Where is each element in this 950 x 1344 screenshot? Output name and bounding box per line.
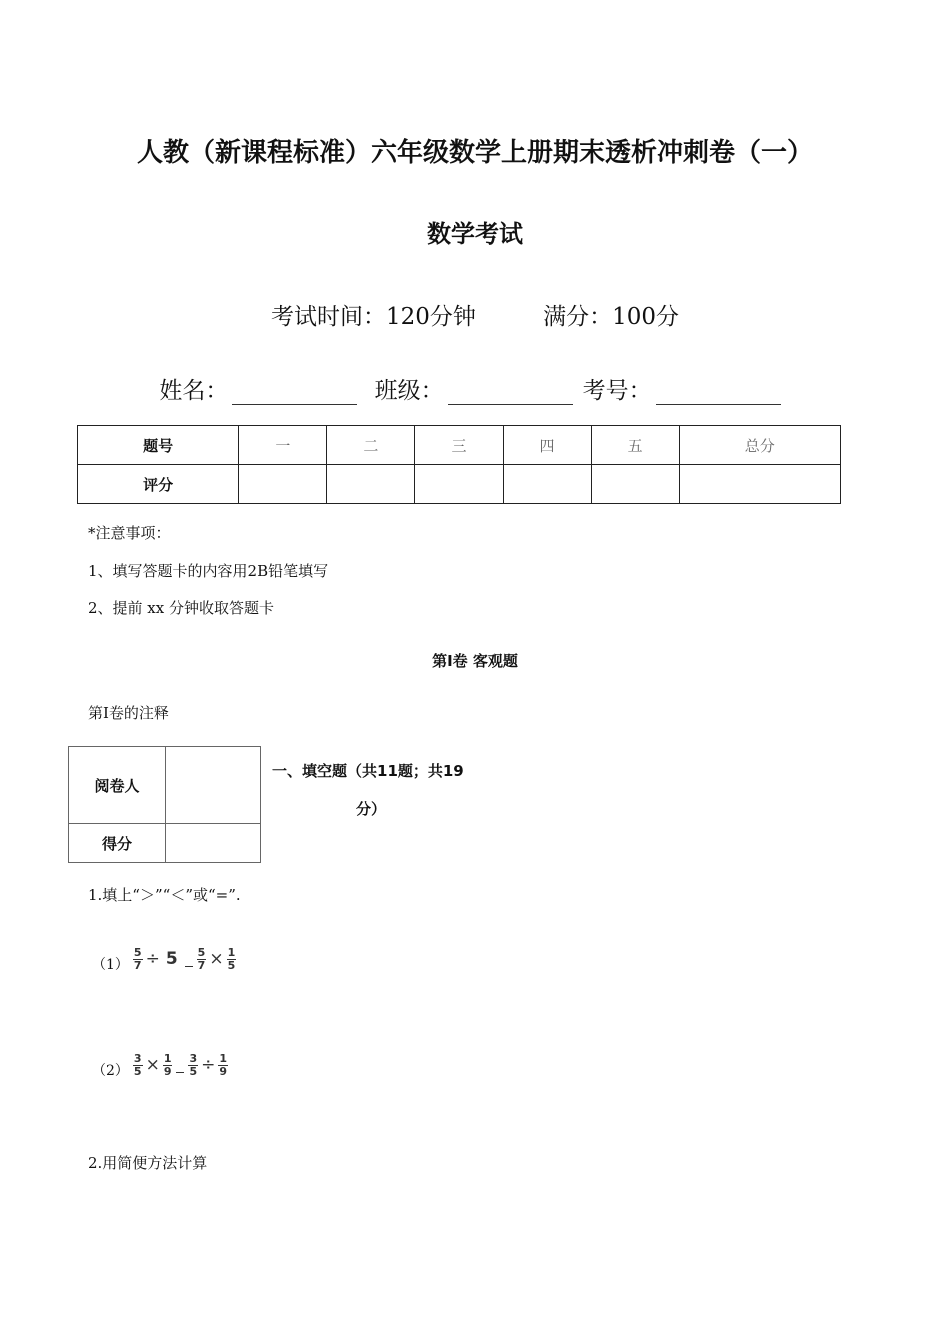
fraction: $\frac{1}{9}$ [163, 1051, 172, 1078]
name-label: 姓名： [159, 378, 229, 404]
score-cell[interactable] [591, 465, 679, 504]
part-label: （1） [92, 957, 129, 973]
name-field[interactable] [232, 382, 357, 405]
multiply-sign: × [209, 949, 224, 969]
student-info [0, 372, 950, 405]
fraction: $\frac{5}{7}$ [197, 945, 206, 972]
score-table-col: 五 [591, 426, 679, 465]
score-cell[interactable] [503, 465, 591, 504]
score-table-row2-label: 评分 [78, 465, 239, 504]
fraction: $\frac{1}{9}$ [219, 1051, 228, 1078]
question-1-text: 1.填上“＞”“＜”或“=”. [88, 886, 241, 904]
question-2-text: 2.用简便方法计算 [88, 1154, 208, 1172]
part-label: （2） [92, 1063, 129, 1079]
multiply-sign: × [145, 1055, 160, 1075]
note-item: 2、提前 xx 分钟收取答题卡 [88, 599, 274, 617]
exam-time: 考试时间：120分钟 [270, 304, 476, 330]
full-score: 满分：100分 [543, 304, 680, 330]
notes-heading: *注意事项： [88, 524, 171, 542]
question-group-title [272, 752, 464, 828]
id-field[interactable] [656, 382, 781, 405]
fraction: $\frac{1}{5}$ [227, 945, 236, 972]
question-group-title-line2: 分） [356, 800, 387, 818]
section-title: 第Ⅰ卷 客观题 [432, 652, 518, 670]
id-label: 考号： [582, 378, 652, 404]
score-table-col: 四 [503, 426, 591, 465]
score-cell[interactable] [327, 465, 415, 504]
score-table-header-row [78, 426, 841, 465]
grader-score-cell[interactable] [166, 824, 261, 863]
class-label: 班级： [374, 378, 444, 404]
page-title: 人教（新课程标准）六年级数学上册期末透析冲刺卷（一） [136, 138, 813, 168]
fraction: $\frac{3}{5}$ [189, 1051, 198, 1078]
divide-sign: ÷ [145, 949, 160, 969]
score-table [77, 425, 841, 504]
score-table-col: 一 [239, 426, 327, 465]
fraction: $\frac{5}{7}$ [133, 945, 142, 972]
question-1-part-2 [92, 1050, 228, 1080]
answer-blank[interactable] [185, 966, 193, 967]
score-table-col: 总分 [679, 426, 840, 465]
grader-score-label: 得分 [69, 824, 166, 863]
exam-info [0, 298, 950, 331]
question-group-title-line1: 一、填空题（共11题；共19 [272, 762, 464, 780]
score-table-col: 二 [327, 426, 415, 465]
score-cell[interactable] [239, 465, 327, 504]
score-cell[interactable] [415, 465, 503, 504]
grader-table [68, 746, 261, 863]
class-field[interactable] [448, 382, 573, 405]
page-subtitle: 数学考试 [427, 220, 523, 248]
score-table-row1-label: 题号 [78, 426, 239, 465]
section-note: 第Ⅰ卷的注释 [88, 704, 169, 722]
question-1-part-1 [92, 944, 236, 974]
integer: 5 [165, 949, 178, 969]
reviewer-cell[interactable] [166, 747, 261, 824]
fraction: $\frac{3}{5}$ [133, 1051, 142, 1078]
answer-blank[interactable] [176, 1072, 184, 1073]
score-table-score-row [78, 465, 841, 504]
divide-sign: ÷ [201, 1055, 216, 1075]
reviewer-label: 阅卷人 [69, 747, 166, 824]
score-table-col: 三 [415, 426, 503, 465]
score-cell[interactable] [679, 465, 840, 504]
note-item: 1、填写答题卡的内容用2B铅笔填写 [88, 562, 329, 580]
